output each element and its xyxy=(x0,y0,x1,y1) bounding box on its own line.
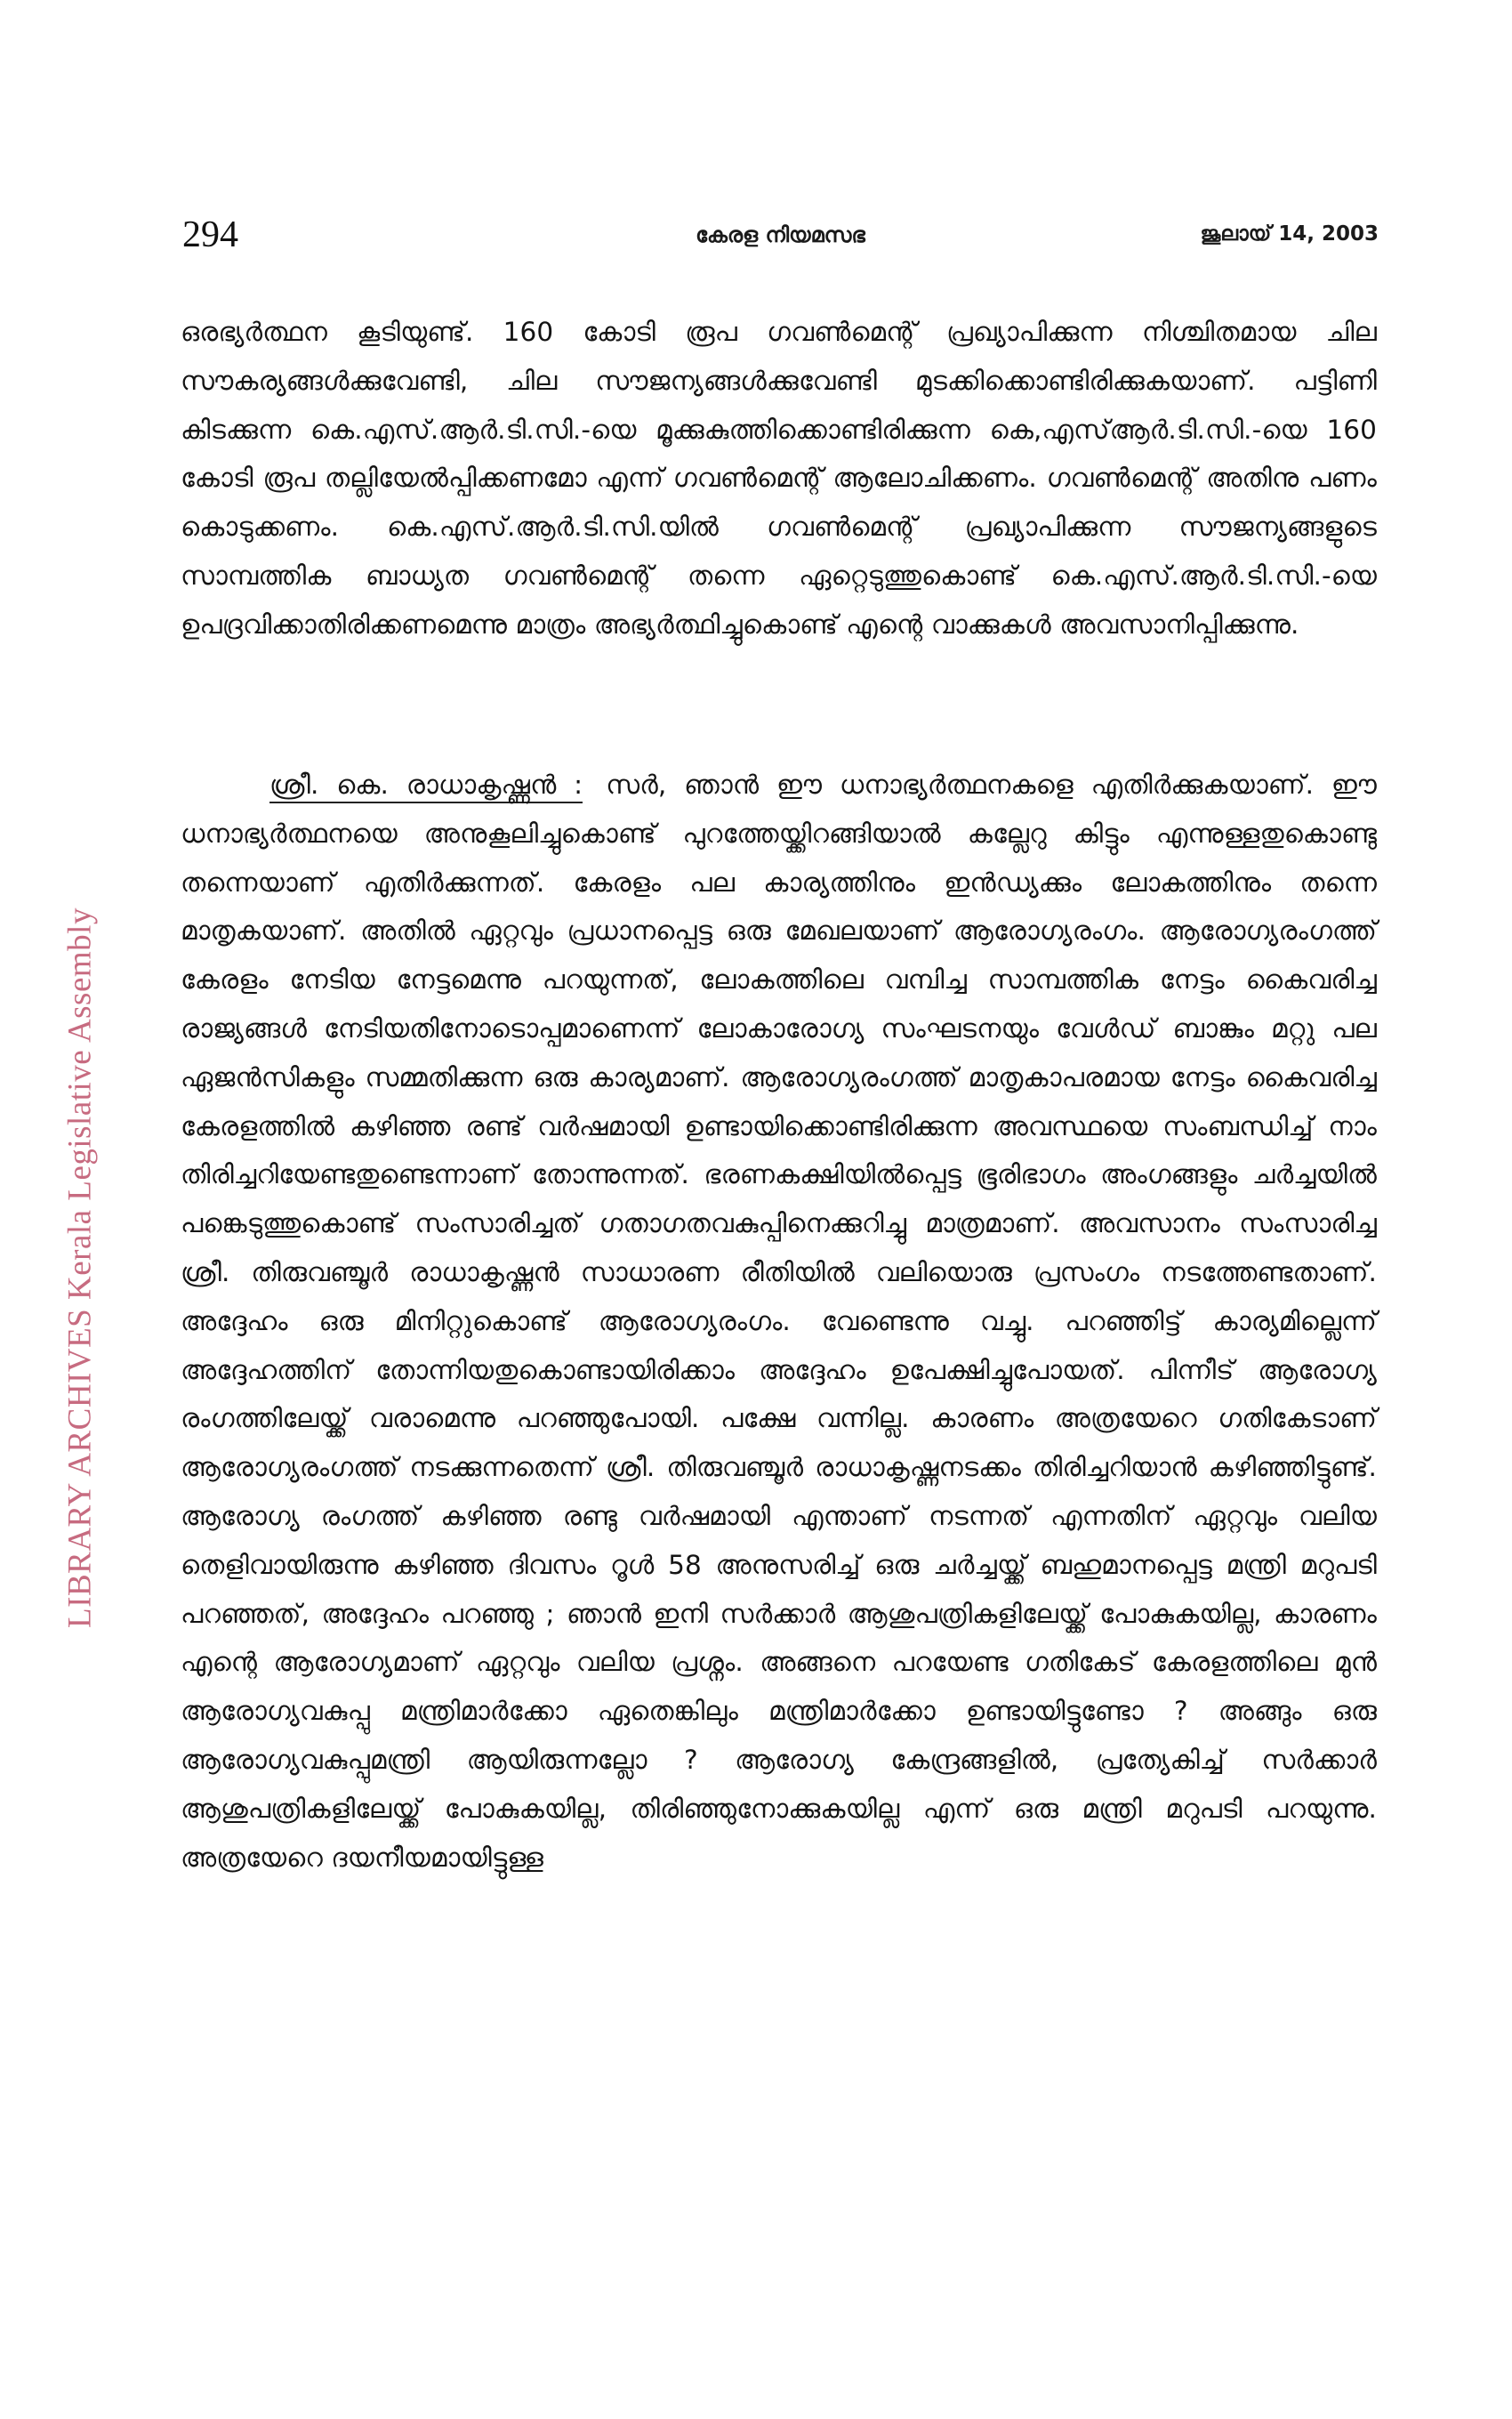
header-date: ജൂലായ് 14, 2003 xyxy=(1200,222,1379,246)
page-number: 294 xyxy=(182,214,238,255)
paragraph-2 xyxy=(181,761,1377,1882)
watermark-text: LIBRARY ARCHIVES Kerala Legislative Assembly xyxy=(61,907,99,1628)
paragraph-2-text: സർ, ഞാൻ ഈ ധനാഭ്യർത്ഥനകളെ എതിർക്കുകയാണ്. ഈ ധനാഭ്യർത്ഥനയെ അനുകൂലിച്ചുകൊണ്ട് പുറത്തേയ്ക്കിറങ്ങിയാൽ കല്ലേറു കിട്ടും എന്നുള്ളതുകൊണ്ടു തന്നെയാണ് എതിർക്കുന്നത്. കേരളം പല കാര്യത്തിനും ഇൻഡ്യക്കും ലോകത്തിനും തന്നെ മാതൃകയാണ്. അതിൽ ഏറ്റവും പ്രധാനപ്പെട്ട ഒരു മേഖലയാണ് ആരോഗ്യരംഗം. ആരോഗ്യരംഗത്ത് കേരളം നേടിയ നേട്ടമെന്നു പറയുന്നത്, ലോകത്തിലെ വമ്പിച്ച സാമ്പത്തിക നേട്ടം കൈവരിച്ച രാജ്യങ്ങൾ നേടിയതിനോടൊപ്പമാണെന്ന് ലോകാരോഗ്യ സംഘടനയും വേൾഡ് ബാങ്കും മറ്റു പല ഏജൻസികളും സമ്മതിക്കുന്ന ഒരു കാര്യമാണ്. ആരോഗ്യരംഗത്ത് മാതൃകാപരമായ നേട്ടം കൈവരിച്ച കേരളത്തിൽ കഴിഞ്ഞ രണ്ട് വർഷമായി ഉണ്ടായിക്കൊണ്ടിരിക്കുന്ന അവസ്ഥയെ സംബന്ധിച്ച് നാം തിരിച്ചറിയേണ്ടതുണ്ടെന്നാണ് തോന്നുന്നത്. ഭരണകക്ഷിയിൽപ്പെട്ട ഭൂരിഭാഗം അംഗങ്ങളും ചർച്ചയിൽ പങ്കെടുത്തുകൊണ്ട് സംസാരിച്ചത് ഗതാഗതവകുപ്പിനെക്കുറിച്ചു മാത്രമാണ്. അവസാനം സംസാരിച്ച ശ്രീ. തിരുവഞ്ചൂർ രാധാകൃഷ്ണൻ സാധാരണ രീതിയിൽ വലിയൊരു പ്രസംഗം നടത്തേണ്ടതാണ്. അദ്ദേഹം ഒരു മിനിറ്റുകൊണ്ട് ആരോഗ്യരംഗം. വേണ്ടെന്നു വച്ചു. പറഞ്ഞിട്ട് കാര്യമില്ലെന്ന് അദ്ദേഹത്തിന് തോന്നിയതുകൊണ്ടായിരിക്കാം അദ്ദേഹം ഉപേക്ഷിച്ചുപോയത്. പിന്നീട് ആരോഗ്യ രംഗത്തിലേയ്ക്ക് വരാമെന്നു പറഞ്ഞുപോയി. പക്ഷേ വന്നില്ല. കാരണം അത്രയേറെ ഗതികേടാണ് ആരോഗ്യരംഗത്ത് നടക്കുന്നതെന്ന് ശ്രീ. തിരുവഞ്ചൂർ രാധാകൃഷ്ണനടക്കം തിരിച്ചറിയാൻ കഴിഞ്ഞിട്ടുണ്ട്. ആരോഗ്യ രംഗത്ത് കഴിഞ്ഞ രണ്ടു വർഷമായി എന്താണ് നടന്നത് എന്നതിന് ഏറ്റവും വലിയ തെളിവായിരുന്നു കഴിഞ്ഞ ദിവസം റൂൾ 58 അനുസരിച്ച് ഒരു ചർച്ചയ്ക്ക് ബഹുമാനപ്പെട്ട മന്ത്രി മറുപടി പറഞ്ഞത്, അദ്ദേഹം പറഞ്ഞു ; ഞാൻ ഇനി സർക്കാർ ആശുപത്രികളിലേയ്ക്ക് പോകുകയില്ല, കാരണം എന്റെ ആരോഗ്യമാണ് ഏറ്റവും വലിയ പ്രശ്നം. അങ്ങനെ പറയേണ്ട ഗതികേട് കേരളത്തിലെ മുൻ ആരോഗ്യവകുപ്പു മന്ത്രിമാർക്കോ ഏതെങ്കിലും മന്ത്രിമാർക്കോ ഉണ്ടായിട്ടുണ്ടോ ? അങ്ങും ഒരു ആരോഗ്യവകുപ്പുമന്ത്രി ആയിരുന്നല്ലോ ? ആരോഗ്യ കേന്ദ്രങ്ങളിൽ, പ്രത്യേകിച്ച് സർക്കാർ ആശുപത്രികളിലേയ്ക്ക് പോകുകയില്ല, തിരിഞ്ഞുനോക്കുകയില്ല എന്ന് ഒരു മന്ത്രി മറുപടി പറയുന്നു. അത്രയേറെ ദയനീയമായിട്ടുള്ള xyxy=(181,770,1378,1873)
paragraph-1 xyxy=(181,308,1377,649)
speaker-name: ശ്രീ. കെ. രാധാകൃഷ്ണൻ : xyxy=(269,770,583,803)
page-header xyxy=(182,210,1379,263)
running-title: കേരള നിയമസഭ xyxy=(696,222,865,247)
paragraph-1-text: ഒരഭ്യർത്ഥന കൂടിയുണ്ട്. 160 കോടി രൂപ ഗവൺമെന്റ് പ്രഖ്യാപിക്കുന്ന നിശ്ചിതമായ ചില സൗകര്യങ്ങൾക്കുവേണ്ടി, ചില സൗജന്യങ്ങൾക്കുവേണ്ടി മുടക്കിക്കൊണ്ടിരിക്കുകയാണ്. പട്ടിണി കിടക്കുന്ന കെ.എസ്.ആർ.ടി.സി.-യെ മൂക്കുകുത്തിക്കൊണ്ടിരിക്കുന്ന കെ,എസ്ആർ.ടി.സി.-യെ 160 കോടി രൂപ തല്ലിയേൽപ്പിക്കണമോ എന്ന് ഗവൺമെന്റ് ആലോചിക്കണം. ഗവൺമെന്റ് അതിനു പണം കൊടുക്കണം. കെ.എസ്.ആർ.ടി.സി.യിൽ ഗവൺമെന്റ് പ്രഖ്യാപിക്കുന്ന സൗജന്യങ്ങളുടെ സാമ്പത്തിക ബാധ്യത ഗവൺമെന്റ് തന്നെ ഏറ്റെടുത്തുകൊണ്ട് കെ.എസ്.ആർ.ടി.സി.-യെ ഉപദ്രവിക്കാതിരിക്കണമെന്നു മാത്രം അഭ്യർത്ഥിച്ചുകൊണ്ട് എന്റെ വാക്കുകൾ അവസാനിപ്പിക്കുന്നു. xyxy=(181,317,1377,640)
